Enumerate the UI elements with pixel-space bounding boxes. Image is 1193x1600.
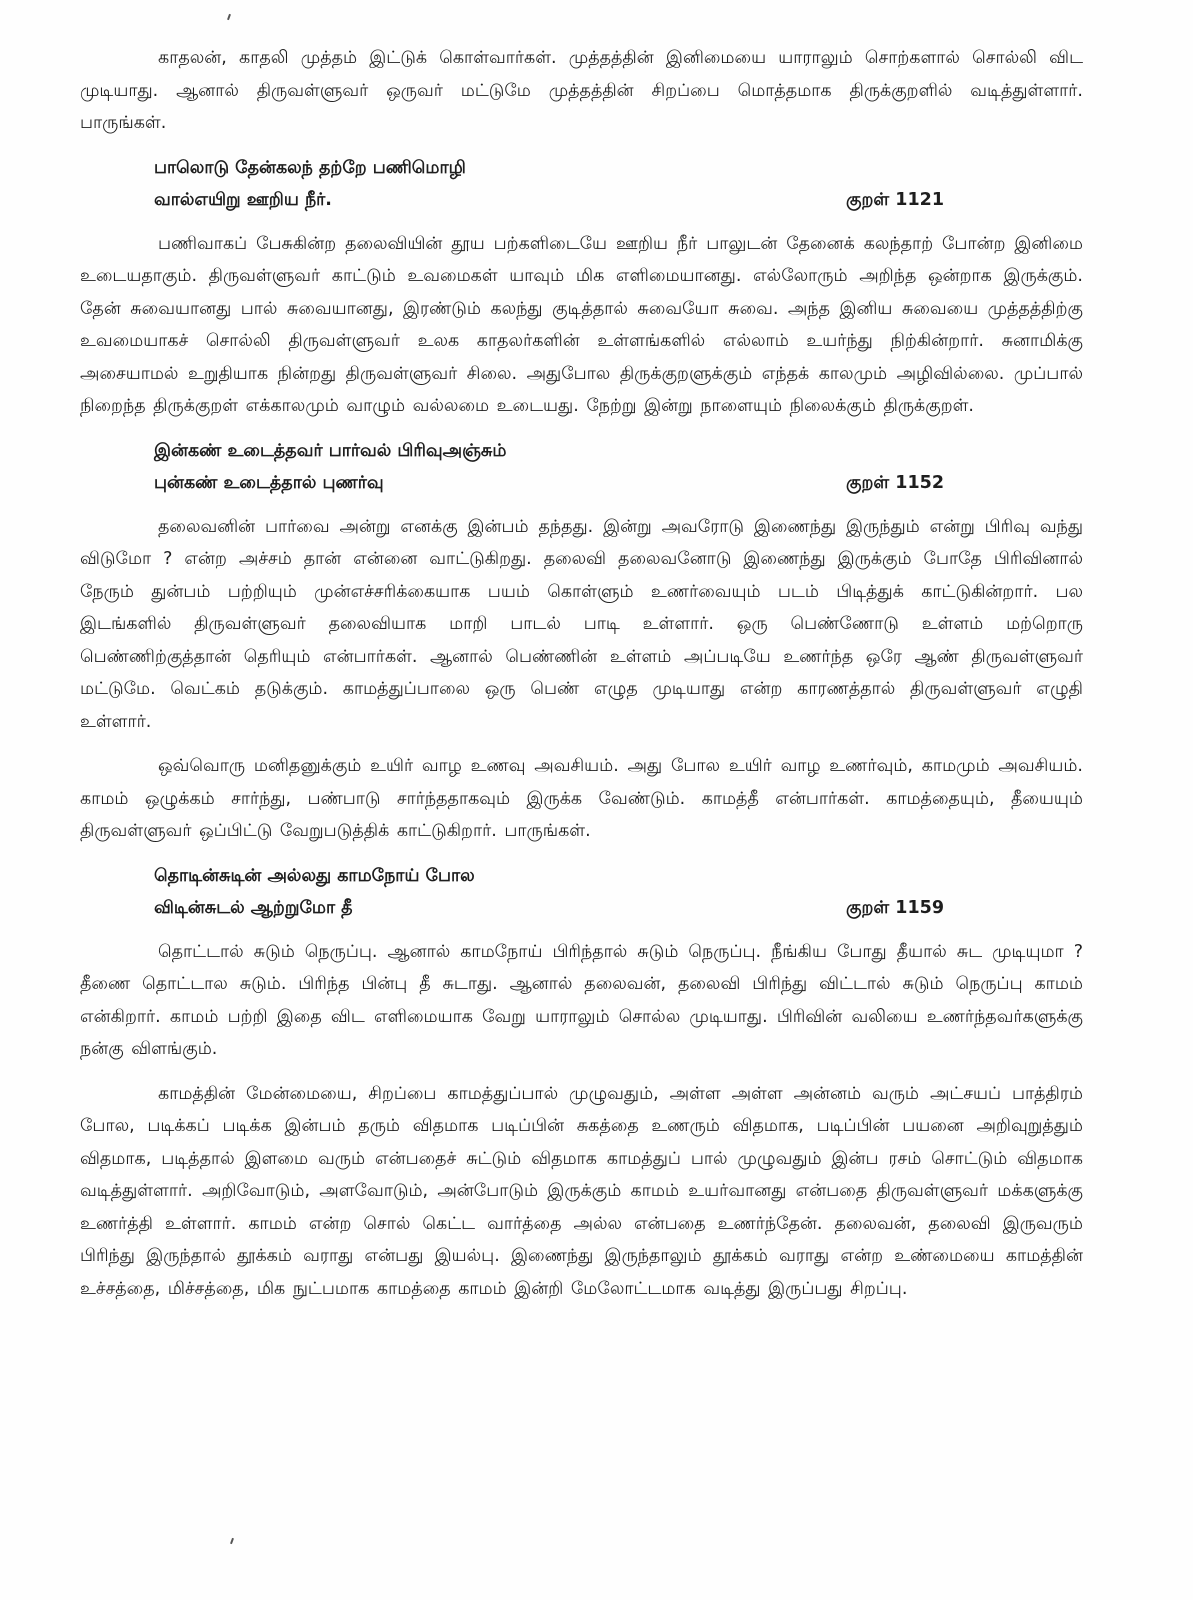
scan-speck	[227, 14, 231, 20]
verse-line	[154, 184, 944, 216]
scan-speck	[230, 1538, 234, 1544]
paragraph-explanation-1159: தொட்டால் சுடும் நெருப்பு. ஆனால் காமநோய் பிரிந்தால் சுடும் நெருப்பு. நீங்கிய போது தீயால் சுட முடியுமா ? தீணை தொட்டால சுடும். பிரிந்த பின்பு தீ சுடாது. ஆனால் தலைவன், தலைவி பிரிந்து விட்டால் சுடும் நெருப்பு காமம் என்கிறார். காமம் பற்றி இதை விட எளிமையாக வேறு யாராலும் சொல்ல முடியாது. பிரிவின் வலியை உணர்ந்தவர்களுக்கு நன்கு விளங்கும்.	[80, 941, 1083, 1059]
verse-line-2: வால்எயிறு ஊறிய நீர்.	[154, 189, 332, 210]
verse-line-1: பாலொடு தேன்கலந் தற்றே பணிமொழி	[154, 157, 466, 178]
paragraph-explanation-1121: பணிவாகப் பேசுகின்ற தலைவியின் தூய பற்களிடையே ஊறிய நீர் பாலுடன் தேனைக் கலந்தாற் போன்ற இனிமை உடையதாகும். திருவள்ளுவர் காட்டும் உவமைகள் யாவும் மிக எளிமையானது. எல்லோரும் அறிந்த ஒன்றாக இருக்கும். தேன் சுவையானது பால் சுவையானது, இரண்டும் கலந்து குடித்தால் சுவையோ சுவை. அந்த இனிய சுவையை முத்தத்திற்கு உவமையாகச் சொல்லி திருவள்ளுவர் உலக காதலர்களின் உள்ளங்களில் எல்லாம் உயர்ந்து நிற்கின்றார். சுனாமிக்கு அசையாமல் உறுதியாக நின்றது திருவள்ளுவர் சிலை. அதுபோல திருக்குறளுக்கும் எந்தக் காலமும் அழிவில்லை. முப்பால் நிறைந்த திருக்குறள் எக்காலமும் வாழும் வல்லமை உடையது. நேற்று இன்று நாளையும் நிலைக்கும் திருக்குறள்.	[80, 233, 1083, 416]
paragraph-explanation-1152: தலைவனின் பார்வை அன்று எனக்கு இன்பம் தந்தது. இன்று அவரோடு இணைந்து இருந்தும் என்று பிரிவு வந்து விடுமோ ? என்ற அச்சம் தான் என்னை வாட்டுகிறது. தலைவி தலைவனோடு இணைந்து இருக்கும் போதே பிரிவினால் நேரும் துன்பம் பற்றியும் முன்எச்சரிக்கையாக பயம் கொள்ளும் உணர்வையும் படம் பிடித்துக் காட்டுகின்றார். பல இடங்களில் திருவள்ளுவர் தலைவியாக மாறி பாடல் பாடி உள்ளார். ஒரு பெண்ணோடு உள்ளம் மற்றொரு பெண்ணிற்குத்தான் தெரியும் என்பார்கள். ஆனால் பெண்ணின் உள்ளம் அப்படியே உணர்ந்த ஒரே ஆண் திருவள்ளுவர் மட்டுமே. வெட்கம் தடுக்கும். காமத்துப்பாலை ஒரு பெண் எழுத முடியாது என்ற காரணத்தால் திருவள்ளுவர் எழுதி உள்ளார்.	[80, 516, 1083, 732]
verse-line-2: விடின்சுடல் ஆற்றுமோ தீ	[154, 897, 353, 918]
kural-verse-1121	[154, 152, 1083, 216]
verse-line	[154, 435, 944, 467]
paragraph-conclusion: காமத்தின் மேன்மையை, சிறப்பை காமத்துப்பால் முழுவதும், அள்ள அள்ள அன்னம் வரும் அட்சயப் பாத்திரம் போல, படிக்கப் படிக்க இன்பம் தரும் விதமாக படிப்பின் சுகத்தை உணரும் விதமாக, படிப்பின் பயனை அறிவுறுத்தும் விதமாக, படித்தால் இளமை வரும் என்பதைச் சுட்டும் விதமாக காமத்துப் பால் முழுவதும் இன்ப ரசம் சொட்டும் விதமாக வடித்துள்ளார். அறிவோடும், அளவோடும், அன்போடும் இருக்கும் காமம் உயர்வானது என்பதை திருவள்ளுவர் மக்களுக்கு உணர்த்தி உள்ளார். காமம் என்ற சொல் கெட்ட வார்த்தை அல்ல என்பதை உணர்ந்தேன். தலைவன், தலைவி இருவரும் பிரிந்து இருந்தால் தூக்கம் வராது என்பது இயல்பு. இணைந்து இருந்தாலும் தூக்கம் வராது என்ற உண்மையை காமத்தின் உச்சத்தை, மிச்சத்தை, மிக நுட்பமாக காமத்தை காமம் இன்றி மேலோட்டமாக வடித்து இருப்பது சிறப்பு.	[80, 1083, 1083, 1299]
verse-line-1: தொடின்சுடின் அல்லது காமநோய் போல	[154, 865, 475, 886]
verse-line	[154, 152, 944, 184]
verse-line-1: இன்கண் உடைத்தவர் பார்வல் பிரிவுஅஞ்சும்	[154, 440, 507, 461]
kural-reference: குறள் 1152	[846, 472, 944, 493]
paragraph-desire-necessity: ஒவ்வொரு மனிதனுக்கும் உயிர் வாழ உணவு அவசியம். அது போல உயிர் வாழ உணர்வும், காமமும் அவசியம். காமம் ஒழுக்கம் சார்ந்து, பண்பாடு சார்ந்ததாகவும் இருக்க வேண்டும். காமத்தீ என்பார்கள். காமத்தையும், தீயையும் திருவள்ளுவர் ஒப்பிட்டு வேறுபடுத்திக் காட்டுகிறார். பாருங்கள்.	[80, 756, 1083, 841]
paragraph-intro: காதலன், காதலி முத்தம் இட்டுக் கொள்வார்கள். முத்தத்தின் இனிமையை யாராலும் சொற்களால் சொல்லி விட முடியாது. ஆனால் திருவள்ளுவர் ஒருவர் மட்டுமே முத்தத்தின் சிறப்பை மொத்தமாக திருக்குறளில் வடித்துள்ளார். பாருங்கள்.	[80, 48, 1083, 133]
verse-line-2: புன்கண் உடைத்தால் புணர்வு	[154, 472, 384, 493]
kural-verse-1159	[154, 860, 1083, 924]
verse-line	[154, 892, 944, 924]
kural-reference: குறள் 1159	[846, 897, 944, 918]
verse-line	[154, 860, 944, 892]
kural-reference: குறள் 1121	[846, 189, 944, 210]
verse-line	[154, 467, 944, 499]
kural-verse-1152	[154, 435, 1083, 499]
